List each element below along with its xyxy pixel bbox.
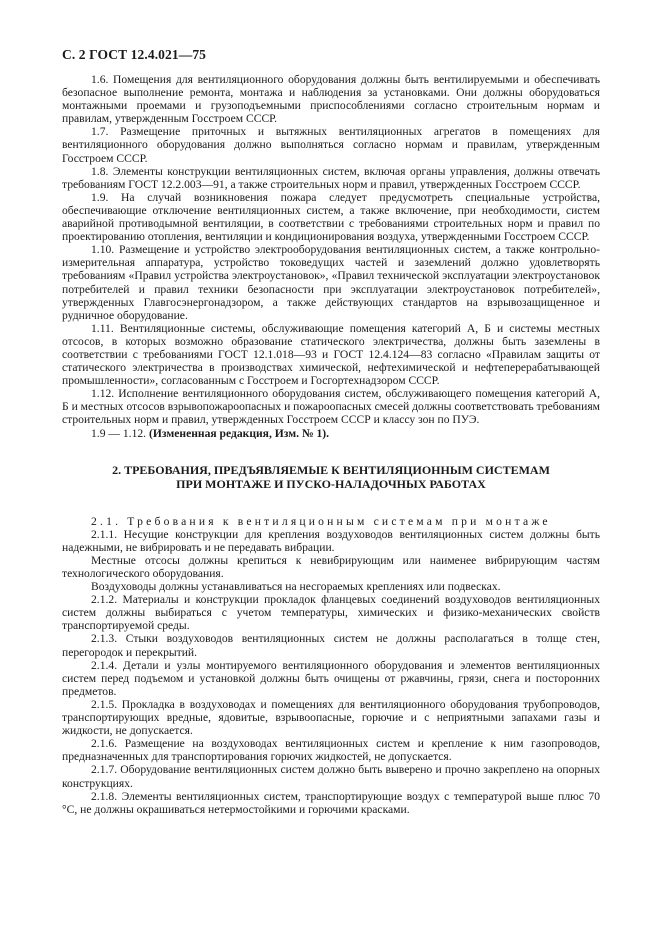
page-header: С. 2 ГОСТ 12.4.021—75 [62, 47, 207, 62]
section-2-title-line-2: ПРИ МОНТАЖЕ И ПУСКО-НАЛАДОЧНЫХ РАБОТАХ [176, 476, 486, 491]
paragraph-local-exhausts: Местные отсосы должны крепиться к невибрирующим или наименее вибрирующим частям технологического оборудования. [62, 553, 600, 580]
paragraph-2-1-1: 2.1.1. Несущие конструкции для крепления воздуховодов вентиляционных систем должны быть надежными, не вибрировать и не передавать вибрации. [62, 527, 600, 554]
paragraph-2-1-2: 2.1.2. Материалы и конструкции прокладок фланцевых соединений воздуховодов вентиляционных систем должны выбираться с учетом температуры, химических и физико-механических свойств транспортируемой среды. [62, 593, 600, 633]
paragraph-1-10: 1.10. Размещение и устройство электрооборудования вентиляционных систем, а также контрольно-измерительная аппаратура, устройство токоведущих частей и заземлений должно удовлетворять требованиям «Правил устройства электроустановок», «Правил технической эксплуатации электроустановок потребителей и правил техники безопасности при эксплуатации электроустановок потребителей», утвержденных Главгосэнергонадзором, а также действующих стандартов на взрывозащищенное и рудничное оборудование. [62, 243, 600, 322]
section-2-title-line-1: 2. ТРЕБОВАНИЯ, ПРЕДЪЯВЛЯЕМЫЕ К ВЕНТИЛЯЦИОННЫМ СИСТЕМАМ [112, 462, 550, 477]
paragraph-2-1-6: 2.1.6. Размещение на воздуховодах вентиляционных систем и крепление к ним газопроводов, предназначенных для транспортирования горючих жидкостей, не допускается. [62, 737, 600, 764]
paragraph-1-12: 1.12. Исполнение вентиляционного оборудования систем, обслуживающего помещения категорий А, Б и местных отсосов взрывопожароопасных и пожароопасных смесей должны соответствовать требованиям строительных норм и правил, утвержденных Госстроем СССР и классу зон по ПУЭ. [62, 387, 600, 427]
paragraph-1-7: 1.7. Размещение приточных и вытяжных вентиляционных агрегатов в помещениях для вентиляционного оборудования должно выполняться согласно нормам и правилам, утвержденным Госстроем СССР. [62, 125, 600, 165]
amendment-prefix: 1.9 — 1.12. [91, 426, 149, 440]
section-2-title [62, 463, 600, 491]
document-body [62, 73, 600, 816]
paragraph-2-1-7: 2.1.7. Оборудование вентиляционных систем должно быть выверено и прочно закреплено на опорных конструкциях. [62, 763, 600, 790]
paragraph-1-11: 1.11. Вентиляционные системы, обслуживающие помещения категорий А, Б и системы местных отсосов, в которых возможно образование статического электричества, должны быть заземлены в соответствии с требованиями ГОСТ 12.1.018—93 и ГОСТ 12.4.124—83 согласно «Правилам защиты от статического электричества в производствах химической, нефтехимической и нефтеперерабатывающей промышленности», согласованным с Госстроем и Госгортехнадзором СССР. [62, 321, 600, 388]
paragraph-1-8: 1.8. Элементы конструкции вентиляционных систем, включая органы управления, должны отвечать требованиям ГОСТ 12.2.003—91, а также строительных норм и правил, утвержденных Госстроем СССР. [62, 164, 600, 191]
paragraph-2-1-8: 2.1.8. Элементы вентиляционных систем, транспортирующие воздух с температурой выше плюс 70 °С, не должны окрашиваться нетермостойкими и горючими красками. [62, 789, 600, 816]
amendment-label: (Измененная редакция, Изм. № 1). [148, 426, 330, 440]
paragraph-2-1-3: 2.1.3. Стыки воздуховодов вентиляционных систем не должны располагаться в толще стен, перегородок и перекрытий. [62, 632, 600, 659]
paragraph-air-ducts: Воздуховоды должны устанавливаться на несгораемых креплениях или подвесках. [91, 580, 501, 594]
paragraph-2-1-5: 2.1.5. Прокладка в воздуховодах и помещениях для вентиляционного оборудования трубопроводов, транспортирующих вредные, ядовитые, взрывоопасные, горючие и с неприятными запахами газы и жидкости, не допускается. [62, 697, 600, 738]
paragraph-2-1-4: 2.1.4. Детали и узлы монтируемого вентиляционного оборудования и элементов вентиляционных систем перед подъемом и установкой должны быть очищены от ржавчины, грязи, снега и посторонних предметов. [62, 658, 600, 698]
subsection-2-1-heading: 2.1. Требования к вентиляционным системам при монтаже [91, 514, 551, 528]
amendment-note [62, 427, 600, 440]
paragraph-1-6: 1.6. Помещения для вентиляционного оборудования должны быть вентилируемыми и обеспечивать безопасное выполнение ремонта, монтажа и наблюдения за установками. Они должны оборудоваться монтажными проемами и грузоподъемными приспособлениями согласно строительным нормам и правилам, утвержденным Госстроем СССР. [62, 73, 600, 126]
paragraph-1-9: 1.9. На случай возникновения пожара следует предусмотреть специальные устройства, обеспечивающие отключение вентиляционных систем, а также включение, при необходимости, систем аварийной противодымной вентиляции, в соответствии с требованиями строительных норм и правил по проектированию отопления, вентиляции и кондиционирования воздуха, утвержденными Госстроем СССР. [62, 190, 600, 244]
